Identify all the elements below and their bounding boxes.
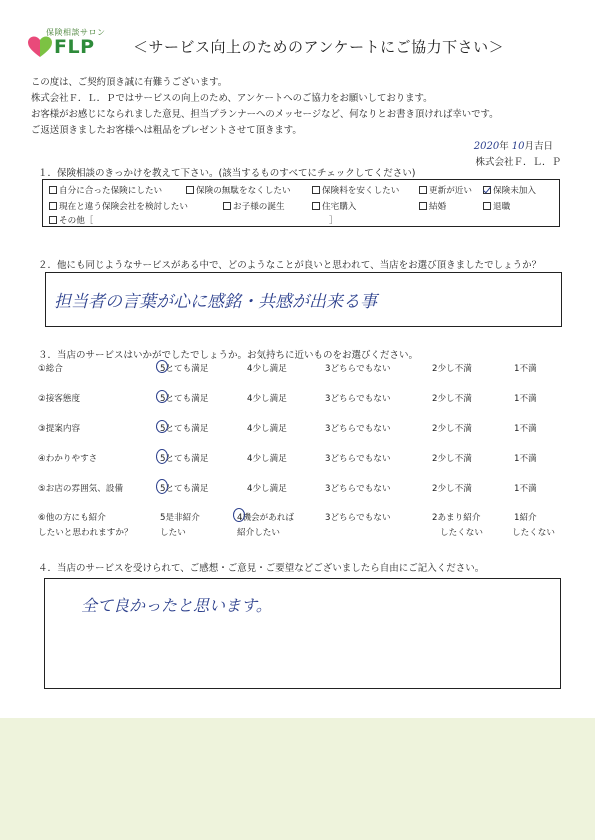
row-label: ⑥他の方にも紹介 [38,513,106,523]
selection-circle [156,449,168,464]
rating-row-clarity [0,452,595,482]
intro-line: ご返送頂きましたお客様へは粗品をプレゼントさせて頂きます。 [31,125,302,136]
handwritten-year: 2020 [473,141,500,152]
q1-option[interactable]: 更新が近い [419,184,472,196]
checkbox[interactable] [223,202,231,210]
rating-option-1[interactable]: 1不満 [514,364,537,374]
recommend-option-5[interactable]: 5是非紹介 [160,513,200,523]
heart-icon [28,36,52,58]
q4-handwritten-answer: 全て良かったと思います。 [81,596,272,615]
year-suffix: 年 [499,141,509,152]
rating-option-5[interactable]: 5とても満足 [160,454,209,464]
q1-option[interactable]: 自分に合った保険にしたい [49,184,162,196]
handwritten-month: 10 [511,141,525,152]
intro-line: この度は、ご契約頂き誠に有難うございます。 [31,77,228,88]
q1-option[interactable]: 住宅購入 [312,200,356,212]
q4-answer-box[interactable] [44,578,561,689]
checkbox[interactable] [419,186,427,194]
rating-row-atmosphere [0,482,595,512]
row-label: ③提案内容 [38,424,81,434]
row-label: したいと思われますか？ [38,528,133,538]
q1-options-box [42,179,560,227]
rating-option-3[interactable]: 3どちらでもない [325,364,391,374]
recommend-option-4-sub: 紹介したい [237,528,280,538]
checkbox[interactable] [49,202,57,210]
q1-option-other[interactable]: その他［ [49,214,93,226]
rating-option-4[interactable]: 4少し満足 [247,364,287,374]
rating-row-overall [0,362,595,392]
date-line [474,138,553,152]
rating-row-recommend [0,511,595,545]
page-title: ＜サービス向上のためのアンケートにご協力下さい＞ [133,38,505,56]
company-name: 株式会社Ｆ．Ｌ．Ｐ [475,157,561,168]
recommend-option-2[interactable]: 2あまり紹介 [432,513,481,523]
rating-option-3[interactable]: 3どちらでもない [325,394,391,404]
selection-circle [156,420,168,433]
q2-handwritten-answer: 担当者の言葉が心に感銘・共感が出来る事 [54,292,377,312]
rating-option-3[interactable]: 3どちらでもない [325,424,391,434]
q1-option[interactable]: 退職 [483,200,510,212]
rating-option-4[interactable]: 4少し満足 [247,424,287,434]
rating-option-2[interactable]: 2少し不満 [432,394,472,404]
q1-other-close: ］ [329,216,338,226]
checkbox[interactable] [312,202,320,210]
logo-subtitle: 保険相談サロン [46,28,106,37]
rating-option-2[interactable]: 2少し不満 [432,424,472,434]
checkbox[interactable] [312,186,320,194]
checkbox[interactable] [49,216,57,224]
q1-option[interactable]: 保険料を安くしたい [312,184,399,196]
checkbox[interactable] [49,186,57,194]
q4-title: ４．当店のサービスを受けられて、ご感想・ご意見・ご要望などございましたら自由にご記入ください。 [38,563,485,574]
rating-option-2[interactable]: 2少し不満 [432,454,472,464]
rating-option-5[interactable]: 5とても満足 [160,364,209,374]
logo-wordmark: FLP [54,36,95,58]
recommend-option-4[interactable]: 4機会があれば [237,513,295,523]
row-label: ①総合 [38,364,63,374]
flp-logo [28,27,128,61]
q3-title: ３．当店のサービスはいかがでしたでしょうか。お気持ちに近いものをお選びください。 [38,350,419,361]
q1-option[interactable]: 結婚 [419,200,446,212]
q2-title: ２．他にも同じようなサービスがある中で、どのようなことが良いと思われて、当店をお選び頂きましたでしょうか？ [38,260,542,271]
rating-option-5[interactable]: 5とても満足 [160,484,209,494]
rating-option-1[interactable]: 1不満 [514,394,537,404]
recommend-option-2-sub: したくない [440,528,483,538]
checkbox[interactable] [483,202,491,210]
rating-option-5[interactable]: 5とても満足 [160,424,209,434]
rating-option-1[interactable]: 1不満 [514,424,537,434]
recommend-option-1-sub: したくない [512,528,555,538]
rating-option-4[interactable]: 4少し満足 [247,394,287,404]
month-suffix: 月吉日 [524,141,553,152]
q1-title: １．保険相談のきっかけを教えて下さい。(該当するものすべてにチェックしてください) [38,168,416,179]
checkbox-checked[interactable] [483,186,491,194]
rating-row-proposal [0,422,595,452]
recommend-option-1[interactable]: 1紹介 [514,513,537,523]
rating-option-4[interactable]: 4少し満足 [247,454,287,464]
recommend-option-3[interactable]: 3どちらでもない [325,513,391,523]
checkbox[interactable] [186,186,194,194]
rating-option-1[interactable]: 1不満 [514,484,537,494]
rating-option-3[interactable]: 3どちらでもない [325,454,391,464]
selection-circle [233,508,245,522]
row-label: ④わかりやすさ [38,454,98,464]
intro-line: 株式会社Ｆ．Ｌ．Ｐではサービスの向上のため、アンケートへのご協力をお願いしております。 [31,93,433,104]
rating-option-5[interactable]: 5とても満足 [160,394,209,404]
rating-option-4[interactable]: 4少し満足 [247,484,287,494]
intro-line: お客様がお感じになられました意見、担当プランナーへのメッセージなど、何なりとお書き頂ければ幸いです。 [31,109,499,120]
row-label: ⑤お店の雰囲気、設備 [38,484,124,494]
q1-option-checked[interactable]: 保険未加入 [483,184,536,196]
q1-option[interactable]: お子様の誕生 [223,200,285,212]
selection-circle [156,390,168,403]
q1-option[interactable]: 現在と違う保険会社を検討したい [49,200,188,212]
rating-option-3[interactable]: 3どちらでもない [325,484,391,494]
checkbox[interactable] [419,202,427,210]
rating-row-attitude [0,392,595,422]
q2-answer-box[interactable] [45,272,562,327]
intro-text [31,75,498,139]
bottom-band [0,718,595,840]
rating-option-1[interactable]: 1不満 [514,454,537,464]
selection-circle [156,360,168,373]
recommend-option-5-sub: したい [160,528,186,538]
row-label: ②接客態度 [38,394,81,404]
rating-option-2[interactable]: 2少し不満 [432,484,472,494]
q1-option[interactable]: 保険の無駄をなくしたい [186,184,291,196]
selection-circle [156,479,168,494]
rating-option-2[interactable]: 2少し不満 [432,364,472,374]
